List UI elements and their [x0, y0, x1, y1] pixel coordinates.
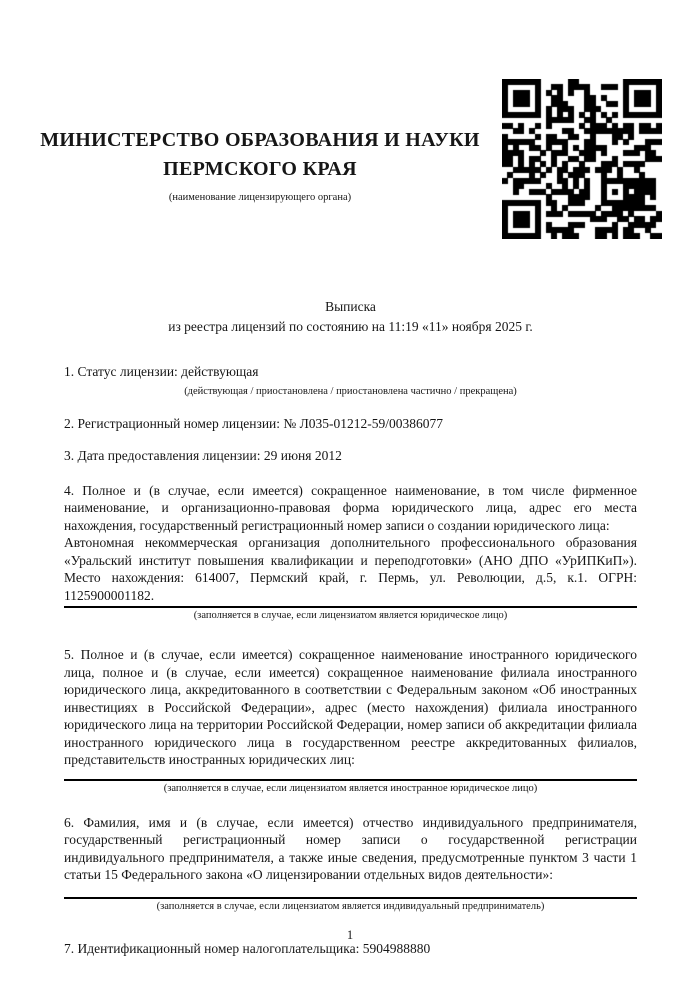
legal-entity-fill-line — [64, 606, 637, 608]
authority-caption: (наименование лицензирующего органа) — [168, 192, 352, 203]
foreign-entity-caption: (заполняется в случае, если лицензиатом является иностранное юридическое лицо) — [163, 782, 538, 794]
item-registration-number: 2. Регистрационный номер лицензии: № Л035-01212-59/00386077 — [64, 415, 444, 431]
ministry-name-line2: ПЕРМСКОГО КРАЯ — [163, 158, 357, 180]
qr-code — [502, 79, 662, 239]
document-title-line1: Выписка — [325, 299, 376, 314]
individual-fill-line — [64, 897, 637, 899]
ministry-name-line1: МИНИСТЕРСТВО ОБРАЗОВАНИЯ И НАУКИ — [40, 129, 480, 151]
document-title — [64, 297, 637, 337]
document-title-line2: из реестра лицензий по состоянию на 11:19 «11» ноября 2025 г. — [168, 319, 533, 334]
item-foreign-entity-label: 5. Полное и (в случае, если имеется) сокращенное наименование иностранного юридического лица, полное и (в случае, если имеется) сокращенное наименование филиала иностранного юридического лица, аккредитованного в соответствии с Федеральным законом «Об иностранных инвестициях в Российской Федерации», адрес (место нахождения) филиала иностранного юридического лица на территории Российской Федерации, номер записи об аккредитации филиала иностранного юридического лица в государственном реестре аккредитованных филиалов, представительств иностранных юридических лиц: — [64, 647, 637, 767]
item-grant-date: 3. Дата предоставления лицензии: 29 июня 2012 — [64, 448, 342, 463]
legal-entity-caption: (заполняется в случае, если лицензиатом является юридическое лицо) — [193, 610, 508, 621]
licensing-authority-header — [40, 126, 480, 204]
individual-caption: (заполняется в случае, если лицензиатом является индивидуальный предприниматель) — [156, 900, 545, 912]
item-license-status: 1. Статус лицензии: действующая — [64, 364, 259, 379]
foreign-entity-fill-line — [64, 779, 637, 781]
document-body — [64, 297, 637, 957]
item-taxpayer-number: 7. Идентификационный номер налогоплательщика: 5904988880 — [64, 940, 431, 956]
item-legal-entity-label: 4. Полное и (в случае, если имеется) сокращенное наименование, в том числе фирменное наименование, и организационно-правовая форма юридического лица, адрес его места нахождения, государственный регистрационный номер записи о создании юридического лица: — [64, 482, 637, 533]
item-legal-entity-value: Автономная некоммерческая организация дополнительного профессионального образования «Уральский институт повышения квалификации и переподготовки» (АНО ДПО «УрИПКиП»). Место нахождения: 614007, Пермский край, г. Пермь, ул. Революции, д.5, к.1. ОГРН: 1125900001182. — [64, 535, 637, 603]
item-individual-label: 6. Фамилия, имя и (в случае, если имеется) отчество индивидуального предпринимателя, государственный регистрационный номер записи о государственной регистрации индивидуального предпринимателя, а также иные сведения, предусмотренные пунктом 3 части 1 статьи 15 Федерального закона «О лицензировании отдельных видов деятельности»: — [64, 814, 637, 882]
page-number: 1 — [346, 928, 354, 942]
item-license-status-caption: (действующая / приостановлена / приостановлена частично / прекращена) — [184, 385, 517, 397]
